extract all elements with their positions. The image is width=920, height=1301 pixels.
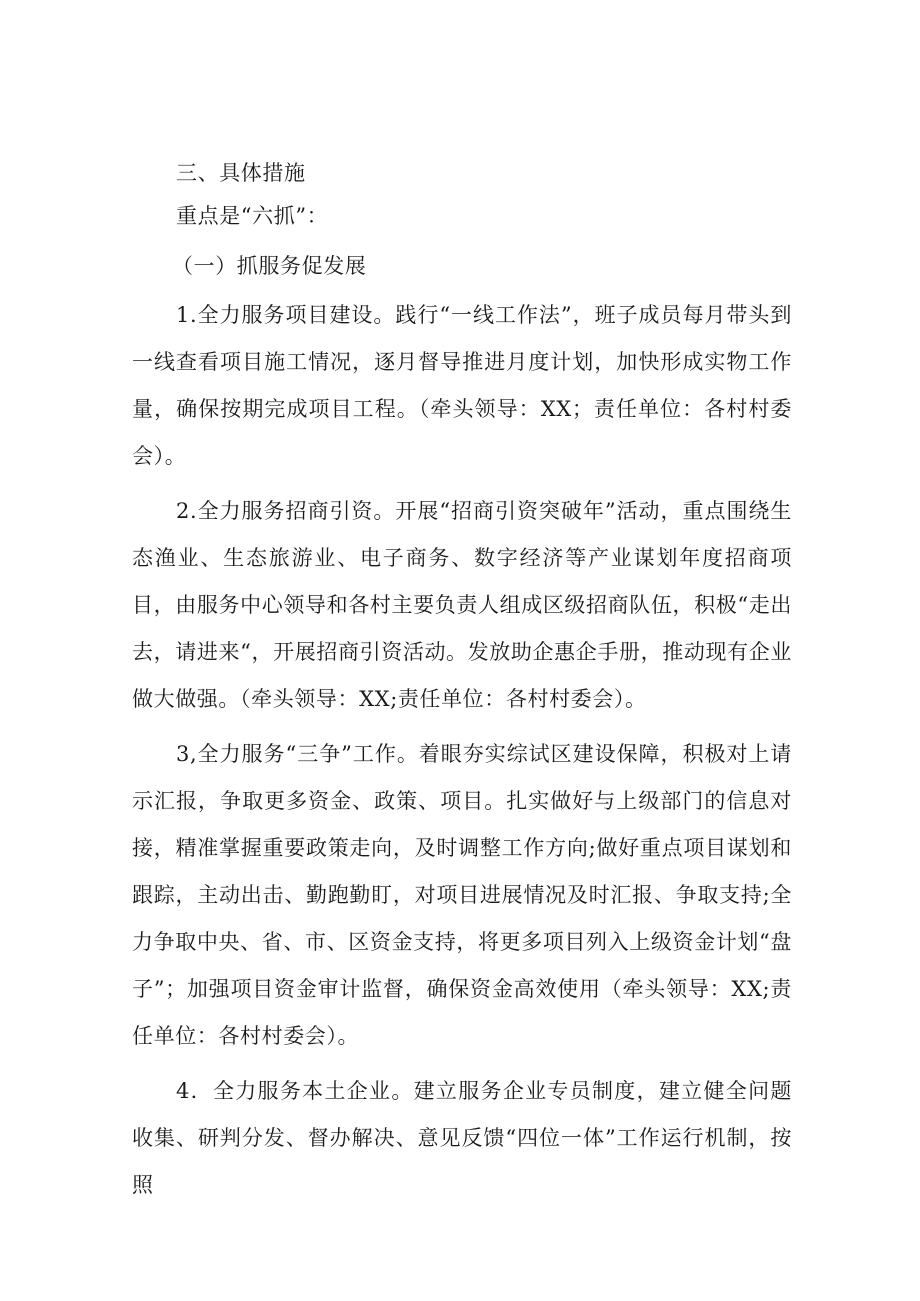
subsection-heading: （一）抓服务促发展 — [172, 254, 367, 278]
paragraph-three-strives: 3,全力服务“三争”工作。着眼夯实综试区建设保障，积极对上请示汇报，争取更多资金、政策、项目。扎实做好与上级部门的信息对接，精准掌握重要政策走向，及时调整工作方向;做好重点项目谋划和跟踪，主动出击、勤跑勤盯，对项目进展情况及时汇报、争取支持;全力争取中央、省、市、区资金支持，将更多项目列入上级资金计划“盘子”；加强项目资金审计监督，确保资金高效使用（牵头领导：XX;责任单位：各村村委会）。 — [132, 742, 792, 1048]
paragraph-project-construction: 1.全力服务项目建设。践行“一线工作法”，班子成员每月带头到一线查看项目施工情况，逐月督导推进月度计划，加快形成实物工作量，确保按期完成项目工程。（牵头领导：XX；责任单位：各村村委会）。 — [132, 303, 792, 468]
document-body — [132, 152, 792, 1217]
section-intro: 重点是“六抓”： — [176, 204, 329, 228]
paragraph-investment-attraction: 2.全力服务招商引资。开展“招商引资突破年”活动，重点围绕生态渔业、生态旅游业、电子商务、数字经济等产业谋划年度招商项目，由服务中心领导和各村主要负责人组成区级招商队伍，积极“走出去，请进来“，开展招商引资活动。发放助企惠企手册，推动现有企业做大做强。（牵头领导：XX;责任单位：各村村委会）。 — [132, 499, 792, 711]
section-heading: 三、具体措施 — [176, 161, 306, 185]
paragraph-local-enterprises: 4．全力服务本土企业。建立服务企业专员制度，建立健全问题收集、研判分发、督办解决、意见反馈“四位一体”工作运行机制，按照 — [132, 1079, 792, 1197]
